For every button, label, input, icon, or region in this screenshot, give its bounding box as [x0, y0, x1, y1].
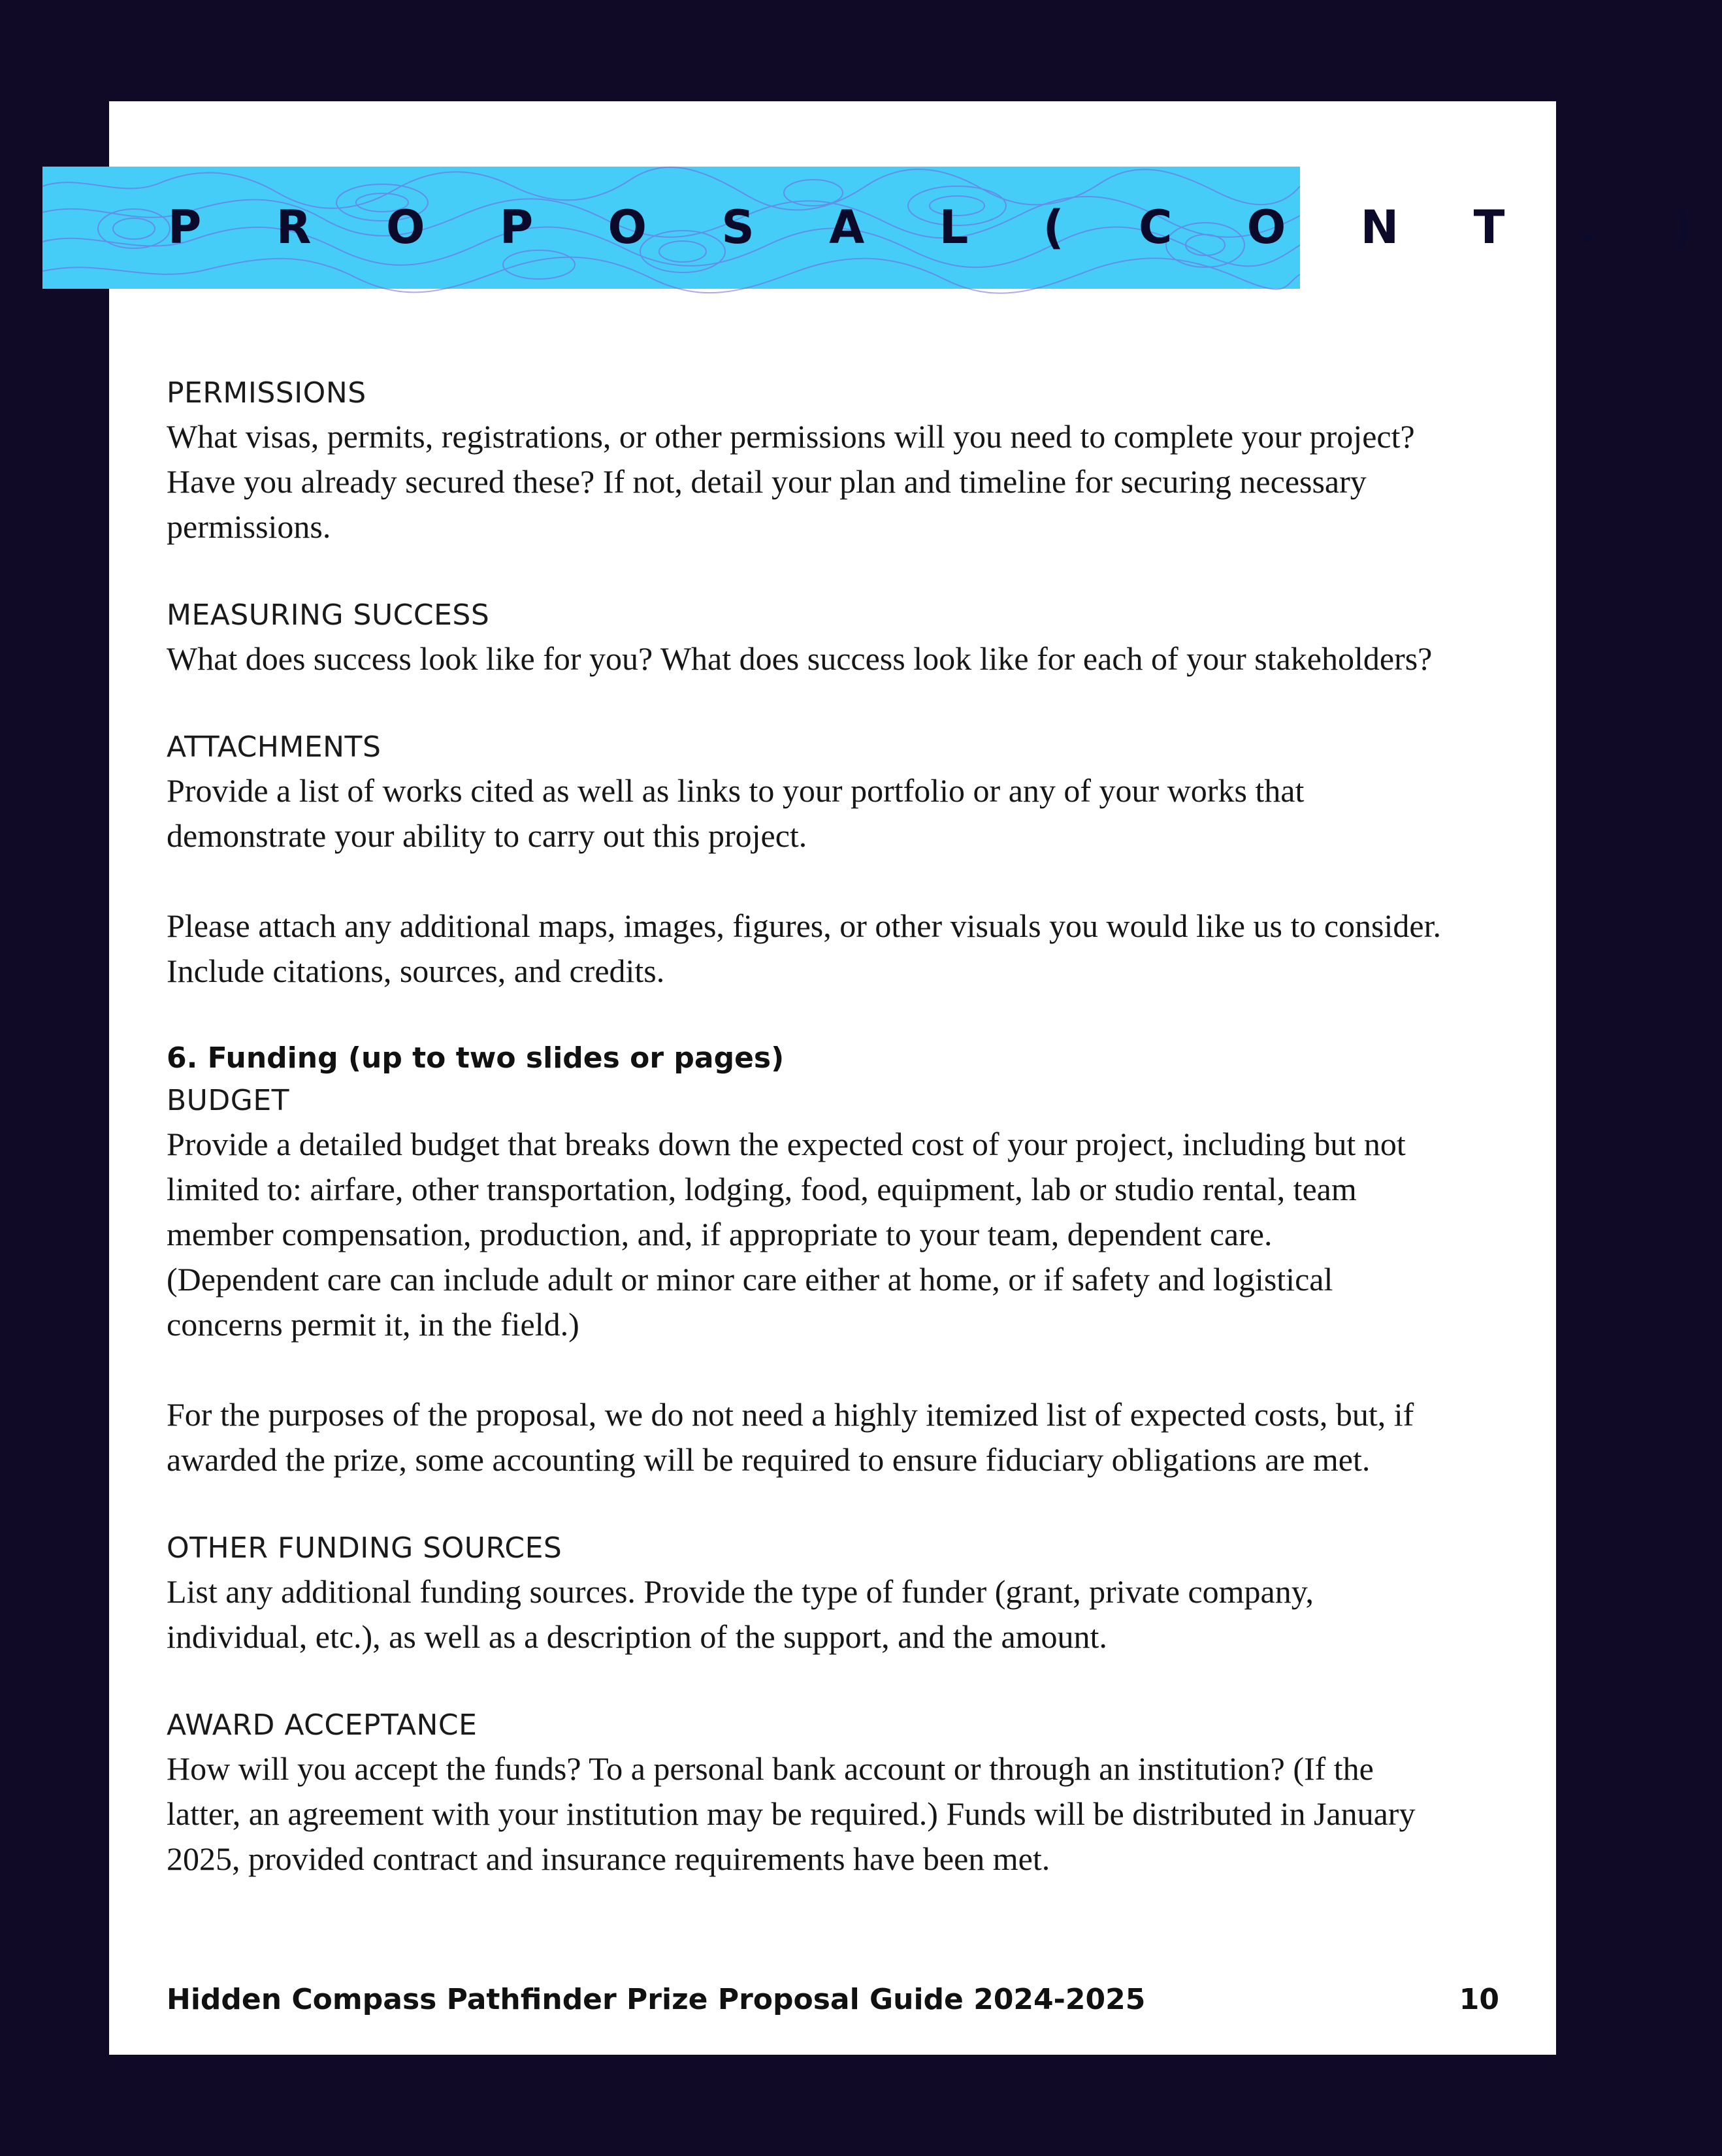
- paragraph-line: member compensation, production, and, if appropriate to your team, dependent care.: [167, 1216, 1273, 1252]
- page-title: P R O P O S A L ( C O N T . ): [168, 201, 1722, 254]
- paragraph-line: List any additional funding sources. Provide the type of funder (grant, private company,: [167, 1573, 1314, 1610]
- paragraph-line: For the purposes of the proposal, we do not need a highly itemized list of expected costs, but, if: [167, 1396, 1414, 1433]
- paragraph-line: Include citations, sources, and credits.: [167, 953, 665, 989]
- paragraph-line: Please attach any additional maps, images, figures, or other visuals you would like us to consider.: [167, 907, 1441, 944]
- section-label-measuring-success: MEASURING SUCCESS: [167, 598, 490, 632]
- main-content: [167, 372, 1506, 1882]
- section-label-other-funding: OTHER FUNDING SOURCES: [167, 1531, 562, 1565]
- section-label-budget: BUDGET: [167, 1084, 290, 1117]
- paragraph-line: Have you already secured these? If not, detail your plan and timeline for securing necessary: [167, 463, 1367, 500]
- paragraph-line: individual, etc.), as well as a description of the support, and the amount.: [167, 1618, 1107, 1655]
- page-number: 10: [1459, 1983, 1499, 2016]
- paragraph-line: permissions.: [167, 508, 331, 545]
- page-footer: [167, 1983, 1499, 2016]
- header-banner: [42, 167, 1722, 289]
- paragraph-line: What visas, permits, registrations, or other permissions will you need to complete your project?: [167, 418, 1415, 455]
- section-label-permissions: PERMISSIONS: [167, 376, 366, 410]
- paragraph-line: How will you accept the funds? To a personal bank account or through an institution? (If the: [167, 1750, 1374, 1787]
- paragraph-line: limited to: airfare, other transportation, lodging, food, equipment, lab or studio rental, team: [167, 1171, 1357, 1207]
- paragraph-line: What does success look like for you? What does success look like for each of your stakeholders?: [167, 640, 1433, 677]
- paragraph-line: 2025, provided contract and insurance requirements have been met.: [167, 1840, 1050, 1877]
- paragraph-line: Provide a list of works cited as well as links to your portfolio or any of your works that: [167, 772, 1305, 809]
- paragraph-line: demonstrate your ability to carry out this project.: [167, 817, 807, 854]
- paragraph-line: Provide a detailed budget that breaks down the expected cost of your project, including but not: [167, 1126, 1406, 1162]
- paragraph-line: awarded the prize, some accounting will be required to ensure fiduciary obligations are met.: [167, 1441, 1371, 1478]
- section-label-attachments: ATTACHMENTS: [167, 730, 382, 764]
- section-label-award-acceptance: AWARD ACCEPTANCE: [167, 1708, 478, 1742]
- paragraph-line: concerns permit it, in the field.): [167, 1306, 579, 1343]
- paragraph-line: (Dependent care can include adult or minor care either at home, or if safety and logistical: [167, 1261, 1333, 1298]
- paragraph-line: latter, an agreement with your institution may be required.) Funds will be distributed in January: [167, 1795, 1416, 1832]
- section-heading-funding: 6. Funding (up to two slides or pages): [167, 1041, 785, 1075]
- footer-title: Hidden Compass Pathfinder Prize Proposal Guide 2024-2025: [167, 1983, 1146, 2016]
